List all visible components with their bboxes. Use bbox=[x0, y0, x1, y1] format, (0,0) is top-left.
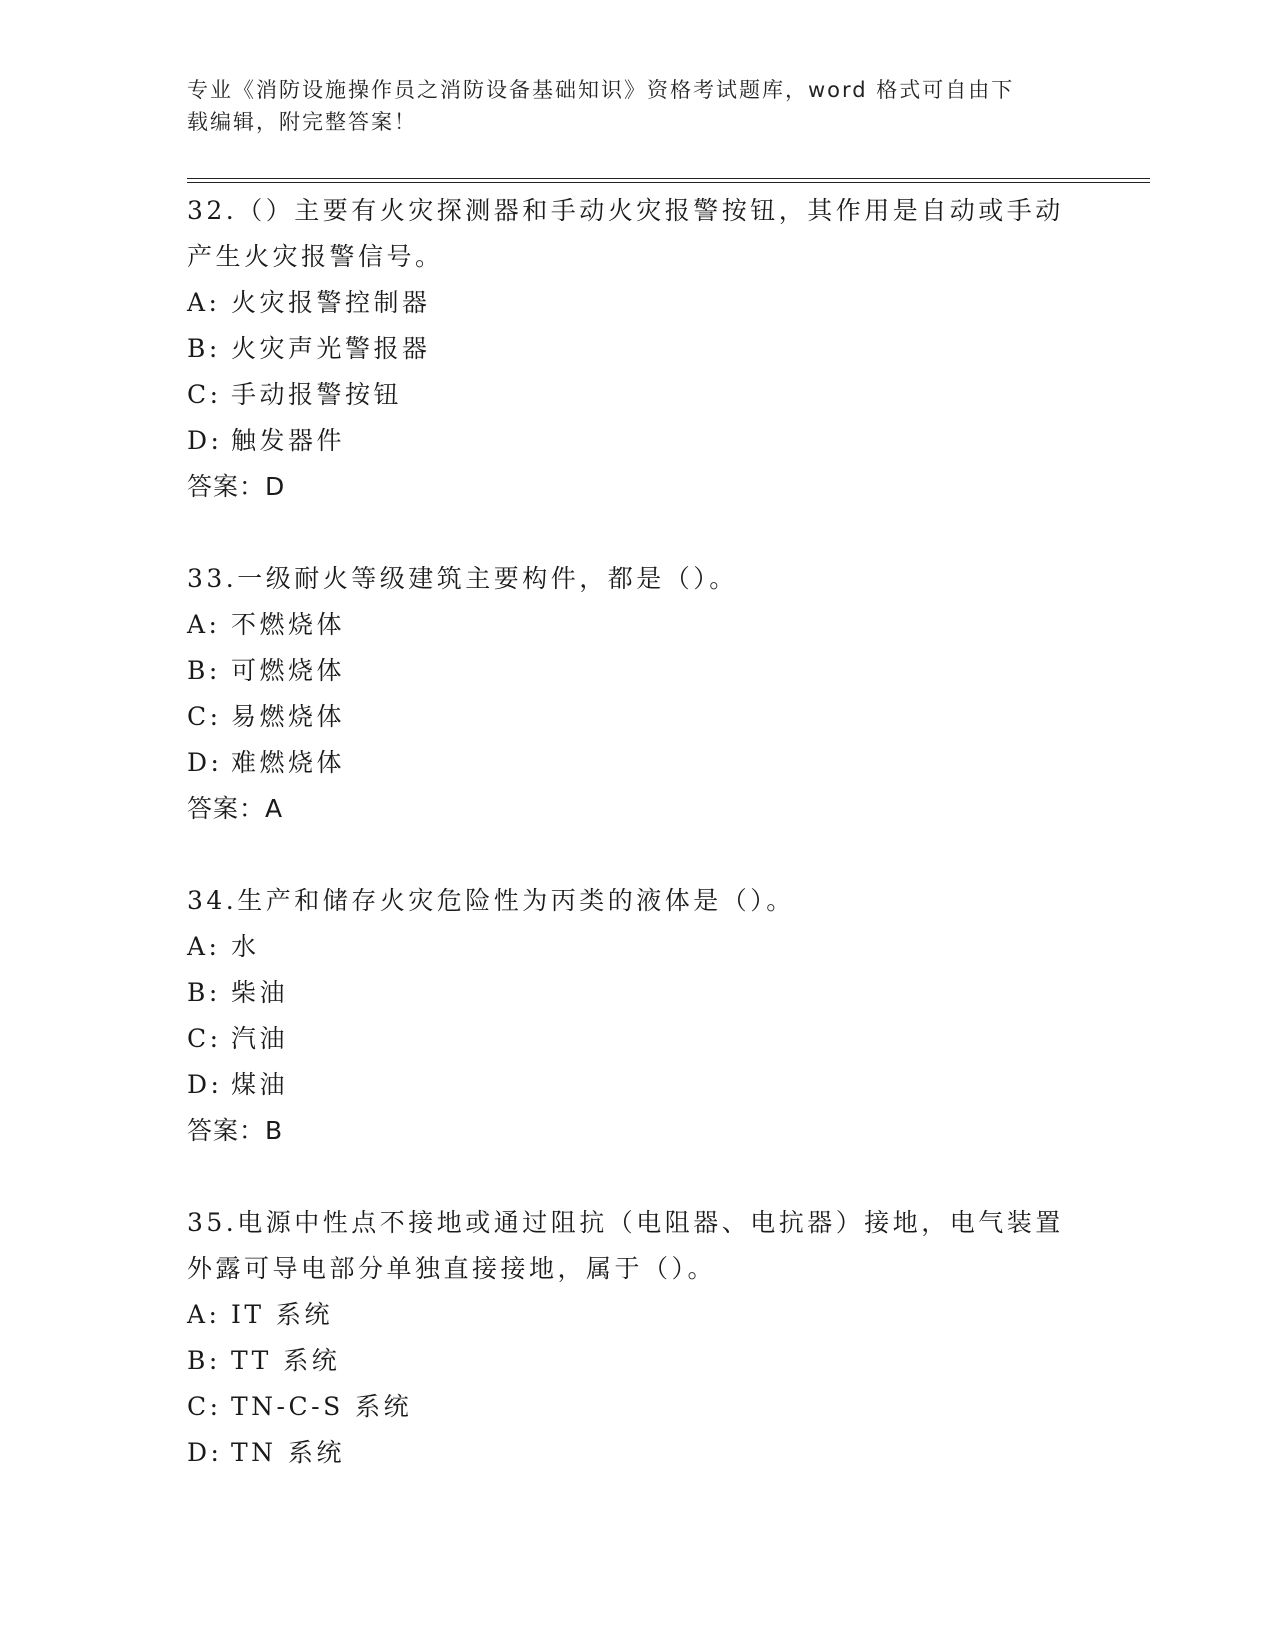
header-divider-bottom bbox=[187, 182, 1150, 183]
option-a bbox=[187, 924, 1087, 970]
option-text: 手动报警按钮 bbox=[231, 380, 403, 409]
spacer bbox=[187, 1154, 1087, 1200]
option-letter: C: bbox=[187, 1024, 222, 1053]
option-letter: C: bbox=[187, 702, 222, 731]
option-text: IT 系统 bbox=[231, 1300, 333, 1329]
option-b bbox=[187, 648, 1087, 694]
option-letter: B: bbox=[187, 656, 221, 685]
option-text: 火灾声光警报器 bbox=[231, 334, 431, 363]
option-d bbox=[187, 1430, 1087, 1476]
header-line-2: 载编辑，附完整答案！ bbox=[187, 110, 417, 134]
option-text: 煤油 bbox=[231, 1070, 289, 1099]
option-text: 汽油 bbox=[231, 1024, 289, 1053]
question-35 bbox=[187, 1200, 1087, 1476]
question-stem-line: 32.（）主要有火灾探测器和手动火灾报警按钮，其作用是自动或手动 bbox=[187, 196, 1064, 225]
option-letter: B: bbox=[187, 334, 221, 363]
option-letter: A: bbox=[187, 288, 221, 317]
option-d bbox=[187, 418, 1087, 464]
option-text: 难燃烧体 bbox=[231, 748, 346, 777]
option-letter: A: bbox=[187, 1300, 221, 1329]
option-text: TN 系统 bbox=[231, 1438, 345, 1467]
option-text: TT 系统 bbox=[231, 1346, 341, 1375]
option-text: 触发器件 bbox=[231, 426, 346, 455]
option-letter: B: bbox=[187, 978, 221, 1007]
answer-line: 答案：B bbox=[187, 1116, 284, 1145]
option-letter: A: bbox=[187, 610, 221, 639]
option-a bbox=[187, 280, 1087, 326]
question-stem-line: 35.电源中性点不接地或通过阻抗（电阻器、电抗器）接地，电气装置 bbox=[187, 1208, 1064, 1237]
option-text: 易燃烧体 bbox=[231, 702, 346, 731]
option-d bbox=[187, 1062, 1087, 1108]
question-stem-line: 外露可导电部分单独直接接地，属于（）。 bbox=[187, 1254, 717, 1283]
option-letter: D: bbox=[187, 1070, 223, 1099]
question-stem-line: 33.一级耐火等级建筑主要构件，都是（）。 bbox=[187, 564, 738, 593]
option-c bbox=[187, 1384, 1087, 1430]
header-divider-top bbox=[187, 178, 1150, 179]
option-d bbox=[187, 740, 1087, 786]
option-text: TN-C-S 系统 bbox=[231, 1392, 413, 1421]
question-list bbox=[187, 188, 1087, 1476]
spacer bbox=[187, 510, 1087, 556]
question-32 bbox=[187, 188, 1087, 510]
option-c bbox=[187, 1016, 1087, 1062]
option-b bbox=[187, 970, 1087, 1016]
option-text: 火灾报警控制器 bbox=[231, 288, 431, 317]
option-letter: B: bbox=[187, 1346, 221, 1375]
question-stem-line: 34.生产和储存火灾危险性为丙类的液体是（）。 bbox=[187, 886, 795, 915]
document-header bbox=[187, 74, 1067, 138]
option-text: 不燃烧体 bbox=[231, 610, 346, 639]
option-text: 可燃烧体 bbox=[231, 656, 346, 685]
answer-line: 答案：A bbox=[187, 794, 284, 823]
option-letter: C: bbox=[187, 380, 222, 409]
option-letter: D: bbox=[187, 426, 223, 455]
option-letter: C: bbox=[187, 1392, 222, 1421]
option-letter: D: bbox=[187, 748, 223, 777]
option-a bbox=[187, 1292, 1087, 1338]
header-line-1: 专业《消防设施操作员之消防设备基础知识》资格考试题库，word 格式可自由下 bbox=[187, 78, 1015, 102]
option-text: 水 bbox=[231, 932, 260, 961]
spacer bbox=[187, 832, 1087, 878]
answer-line: 答案：D bbox=[187, 472, 286, 501]
option-c bbox=[187, 694, 1087, 740]
question-stem-line: 产生火灾报警信号。 bbox=[187, 242, 444, 271]
option-a bbox=[187, 602, 1087, 648]
option-letter: A: bbox=[187, 932, 221, 961]
question-34 bbox=[187, 878, 1087, 1154]
option-b bbox=[187, 1338, 1087, 1384]
option-letter: D: bbox=[187, 1438, 223, 1467]
question-33 bbox=[187, 556, 1087, 832]
option-c bbox=[187, 372, 1087, 418]
option-text: 柴油 bbox=[231, 978, 289, 1007]
option-b bbox=[187, 326, 1087, 372]
